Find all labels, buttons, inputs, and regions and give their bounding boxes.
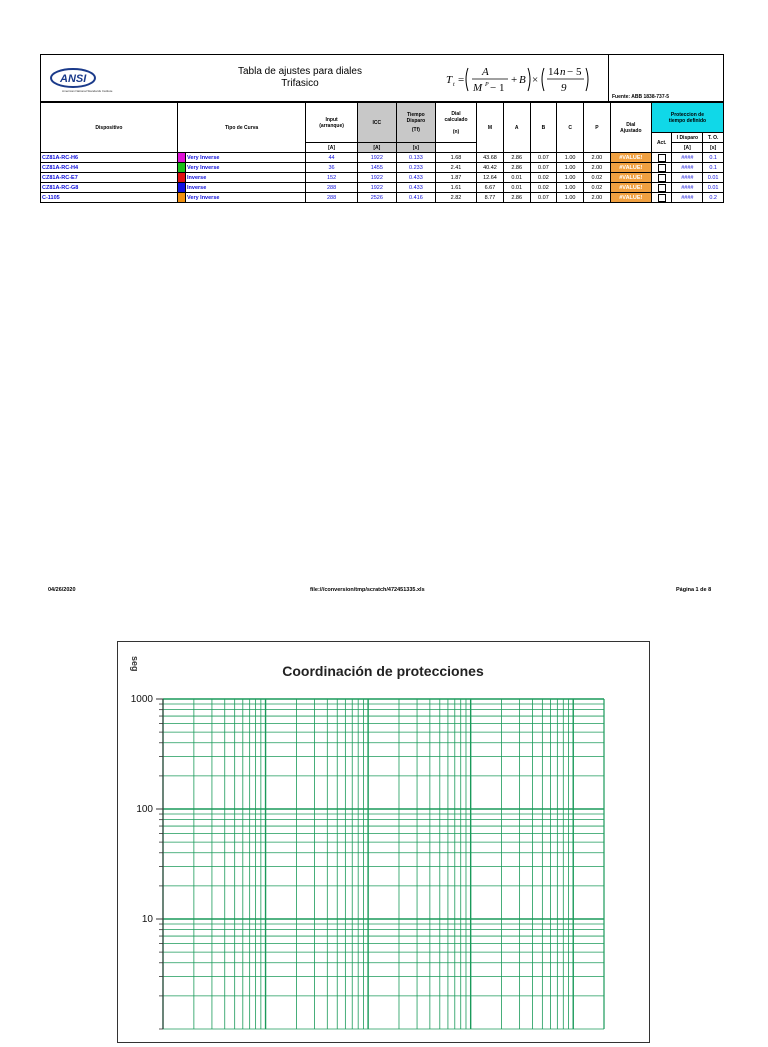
cell-dial-ajustado: #VALUE! bbox=[610, 153, 651, 163]
table-row bbox=[41, 183, 724, 193]
cell-dispositivo: CZ81A-RC-H4 bbox=[41, 163, 178, 173]
svg-text:ANSI: ANSI bbox=[60, 73, 87, 85]
cell-dispositivo: CZ81A-RC-G8 bbox=[41, 183, 178, 193]
col-act: Act. bbox=[651, 133, 672, 153]
svg-text:American National Standards In: American National Standards Institute bbox=[62, 89, 113, 93]
col-tiempo: Tiempo Disparo (Tf) bbox=[396, 103, 435, 143]
svg-text:B: B bbox=[519, 74, 526, 86]
formula-image bbox=[444, 60, 620, 98]
cell-act bbox=[651, 163, 672, 173]
cell-icc: 2526 bbox=[357, 193, 396, 203]
col-idisparo-unit: [A] bbox=[672, 143, 703, 153]
cell-dial: 2.82 bbox=[435, 193, 476, 203]
settings-table-sheet bbox=[40, 54, 724, 217]
cell-idisparo: #### bbox=[672, 153, 703, 163]
cell-dispositivo: CZ81A-RC-E7 bbox=[41, 173, 178, 183]
cell-a: 2.86 bbox=[503, 163, 530, 173]
cell-tipo: Inverse bbox=[186, 173, 306, 183]
col-icc: ICC bbox=[357, 103, 396, 143]
cell-dial-ajustado: #VALUE! bbox=[610, 183, 651, 193]
cell-to: 0.01 bbox=[703, 173, 724, 183]
cell-tipo: Very Inverse bbox=[186, 153, 306, 163]
col-tipo-curva: Tipo de Curva bbox=[177, 103, 306, 153]
svg-text:P: P bbox=[485, 82, 489, 88]
ansi-logo bbox=[48, 64, 128, 94]
cell-dial: 1.68 bbox=[435, 153, 476, 163]
cell-c: 1.00 bbox=[557, 193, 584, 203]
table-row bbox=[41, 163, 724, 173]
cell-dispositivo: C-1105 bbox=[41, 193, 178, 203]
cell-tiempo: 0.433 bbox=[396, 173, 435, 183]
cell-m: 43.68 bbox=[477, 153, 504, 163]
cell-a: 0.01 bbox=[503, 183, 530, 193]
col-proteccion: Proteccion de tiempo definido bbox=[651, 103, 723, 133]
col-to: T. O. bbox=[703, 133, 724, 143]
cell-color-swatch bbox=[177, 153, 185, 163]
cell-input: 36 bbox=[306, 163, 357, 173]
cell-p: 2.00 bbox=[584, 153, 611, 163]
cell-tipo: Inverse bbox=[186, 183, 306, 193]
cell-act bbox=[651, 183, 672, 193]
cell-p: 2.00 bbox=[584, 163, 611, 173]
cell-idisparo: #### bbox=[672, 193, 703, 203]
cell-to: 0.1 bbox=[703, 153, 724, 163]
cell-dial: 1.61 bbox=[435, 183, 476, 193]
cell-m: 8.77 bbox=[477, 193, 504, 203]
y-tick-label: 100 bbox=[136, 804, 153, 815]
cell-idisparo: #### bbox=[672, 173, 703, 183]
cell-input: 152 bbox=[306, 173, 357, 183]
cell-tipo: Very Inverse bbox=[186, 193, 306, 203]
cell-act bbox=[651, 193, 672, 203]
cell-tipo: Very Inverse bbox=[186, 163, 306, 173]
cell-p: 2.00 bbox=[584, 193, 611, 203]
title-line-1: Tabla de ajustes para diales bbox=[238, 66, 362, 77]
cell-dial-ajustado: #VALUE! bbox=[610, 163, 651, 173]
col-dial-unit bbox=[435, 143, 476, 153]
cell-c: 1.00 bbox=[557, 173, 584, 183]
cell-icc: 1922 bbox=[357, 173, 396, 183]
svg-text:− 1: − 1 bbox=[490, 82, 505, 94]
y-axis-label: seg bbox=[130, 656, 140, 672]
cell-input: 44 bbox=[306, 153, 357, 163]
cell-a: 2.86 bbox=[503, 193, 530, 203]
svg-text:14: 14 bbox=[548, 66, 559, 78]
cell-dial: 2.41 bbox=[435, 163, 476, 173]
chart-title: Coordinación de protecciones bbox=[282, 663, 484, 679]
cell-color-swatch bbox=[177, 183, 185, 193]
col-c: C bbox=[557, 103, 584, 153]
svg-text:T: T bbox=[446, 74, 453, 86]
act-checkbox[interactable] bbox=[658, 154, 666, 162]
act-checkbox[interactable] bbox=[658, 184, 666, 192]
cell-input: 288 bbox=[306, 183, 357, 193]
table-title bbox=[230, 66, 370, 90]
cell-b: 0.07 bbox=[530, 193, 557, 203]
y-tick-label: 10 bbox=[141, 914, 153, 925]
col-idisparo: I Disparo bbox=[672, 133, 703, 143]
cell-dial: 1.87 bbox=[435, 173, 476, 183]
cell-tiempo: 0.416 bbox=[396, 193, 435, 203]
cell-p: 0.02 bbox=[584, 183, 611, 193]
table-row bbox=[41, 153, 724, 163]
col-input: Input (arranque) bbox=[306, 103, 357, 143]
footer-page: Página 1 de 8 bbox=[676, 587, 712, 593]
cell-c: 1.00 bbox=[557, 153, 584, 163]
cell-icc: 1922 bbox=[357, 153, 396, 163]
act-checkbox[interactable] bbox=[658, 164, 666, 172]
svg-text:n: n bbox=[560, 66, 566, 78]
col-dispositivo: Dispositivo bbox=[41, 103, 178, 153]
cell-p: 0.02 bbox=[584, 173, 611, 183]
footer-path: file:///conversion/tmp/scratch/472451335.xls bbox=[310, 587, 425, 593]
cell-tiempo: 0.233 bbox=[396, 163, 435, 173]
col-p: P bbox=[584, 103, 611, 153]
settings-table bbox=[40, 102, 724, 203]
y-tick-label: 1000 bbox=[130, 694, 153, 705]
col-dial-calculado: Dial calculado (n) bbox=[435, 103, 476, 143]
col-b: B bbox=[530, 103, 557, 153]
svg-text:=: = bbox=[458, 74, 465, 86]
cell-a: 2.86 bbox=[503, 153, 530, 163]
cell-tiempo: 0.133 bbox=[396, 153, 435, 163]
title-line-2: Trifasico bbox=[281, 78, 319, 89]
cell-c: 1.00 bbox=[557, 163, 584, 173]
cell-b: 0.07 bbox=[530, 163, 557, 173]
cell-dial-ajustado: #VALUE! bbox=[610, 173, 651, 183]
cell-m: 12.64 bbox=[477, 173, 504, 183]
col-input-unit: [A] bbox=[306, 143, 357, 153]
cell-m: 6.67 bbox=[477, 183, 504, 193]
svg-text:9: 9 bbox=[561, 82, 567, 94]
svg-text:t: t bbox=[453, 82, 455, 88]
cell-color-swatch bbox=[177, 163, 185, 173]
svg-text:M: M bbox=[473, 82, 483, 94]
cell-tiempo: 0.433 bbox=[396, 183, 435, 193]
cell-icc: 1922 bbox=[357, 183, 396, 193]
cell-act bbox=[651, 173, 672, 183]
col-to-unit: [s] bbox=[703, 143, 724, 153]
cell-c: 1.00 bbox=[557, 183, 584, 193]
table-row bbox=[41, 193, 724, 203]
cell-b: 0.07 bbox=[530, 153, 557, 163]
settings-rows bbox=[41, 153, 724, 203]
act-checkbox[interactable] bbox=[658, 174, 666, 182]
cell-icc: 1455 bbox=[357, 163, 396, 173]
act-checkbox[interactable] bbox=[658, 194, 666, 202]
cell-to: 0.01 bbox=[703, 183, 724, 193]
cell-idisparo: #### bbox=[672, 183, 703, 193]
col-icc-unit: [A] bbox=[357, 143, 396, 153]
coordination-chart bbox=[117, 641, 650, 1043]
cell-b: 0.02 bbox=[530, 183, 557, 193]
cell-to: 0.2 bbox=[703, 193, 724, 203]
col-a: A bbox=[503, 103, 530, 153]
col-tiempo-unit: [s] bbox=[396, 143, 435, 153]
cell-idisparo: #### bbox=[672, 163, 703, 173]
cell-act bbox=[651, 153, 672, 163]
cell-dial-ajustado: #VALUE! bbox=[610, 193, 651, 203]
footer-date: 04/26/2020 bbox=[48, 587, 76, 593]
cell-b: 0.02 bbox=[530, 173, 557, 183]
chart-svg bbox=[118, 642, 649, 1042]
col-m: M bbox=[477, 103, 504, 153]
svg-text:A: A bbox=[482, 66, 489, 78]
col-dial-ajustado: Dial Ajustado bbox=[610, 103, 651, 153]
cell-color-swatch bbox=[177, 193, 185, 203]
source-note: Fuente: ABB 1838-737-5 bbox=[612, 94, 670, 100]
cell-color-swatch bbox=[177, 173, 185, 183]
cell-dispositivo: CZ81A-RC-H6 bbox=[41, 153, 178, 163]
table-row bbox=[41, 173, 724, 183]
svg-text:+: + bbox=[511, 74, 518, 86]
cell-m: 40.42 bbox=[477, 163, 504, 173]
svg-text:×: × bbox=[532, 74, 539, 86]
cell-to: 0.1 bbox=[703, 163, 724, 173]
cell-input: 288 bbox=[306, 193, 357, 203]
cell-a: 0.01 bbox=[503, 173, 530, 183]
svg-text:− 5: − 5 bbox=[567, 66, 582, 78]
